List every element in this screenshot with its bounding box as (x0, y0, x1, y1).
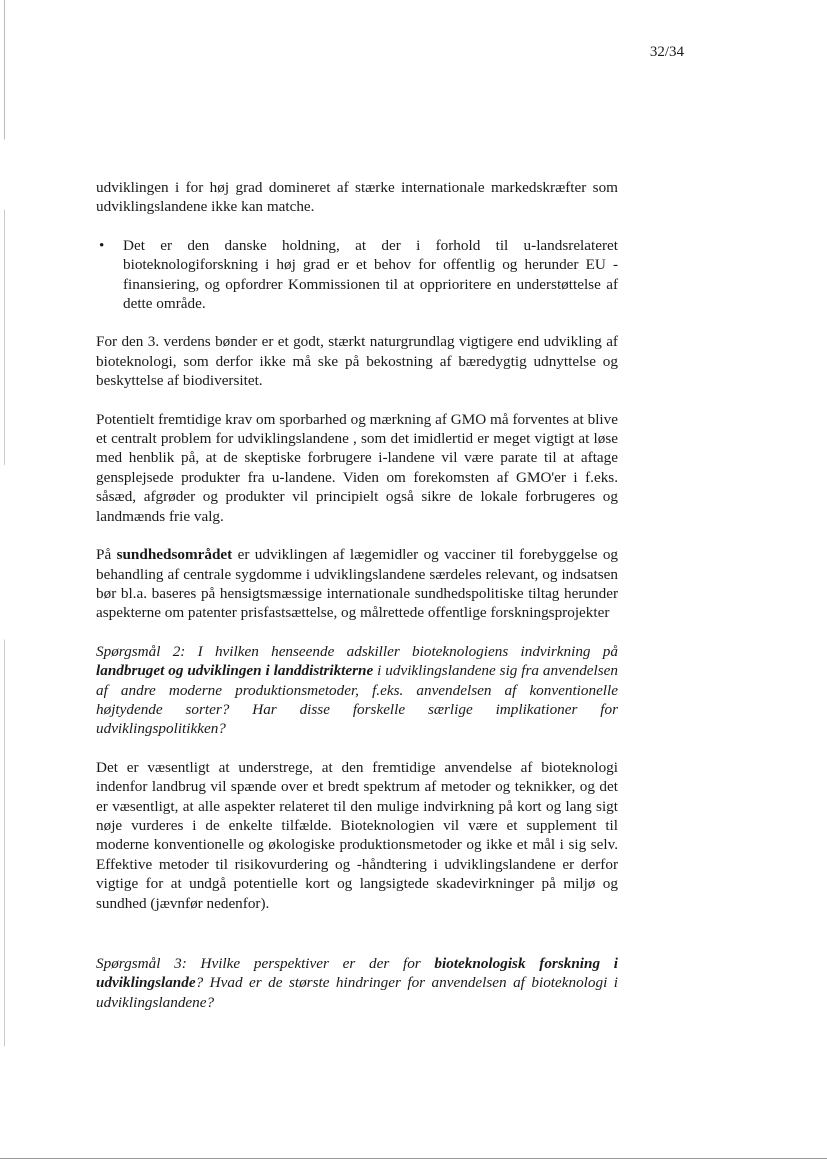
paragraph-health (96, 545, 618, 623)
scan-bottom-edge (0, 1158, 827, 1159)
page-number: 32/34 (649, 44, 684, 60)
question-2 (96, 642, 618, 739)
health-prefix: På (96, 546, 117, 564)
question-2-part2: i udviklingslandene sig fra anvendelsen af andre moderne produktionsmetoder, f.eks. anvendelsen af konventionelle højtydende sorter? Har disse forskelle særlige implikationer for udviklingspolitikken? (96, 662, 618, 738)
question-2-part1: Spørgsmål 2: I hvilken henseende adskiller bioteknologiens indvirkning på (96, 642, 618, 660)
health-bold-term: sundhedsområdet (116, 546, 233, 564)
question-3-part2: ? Hvad er de største hindringer for anvendelsen af bioteknologi i udviklingslandene? (96, 974, 618, 1011)
bullet-item (96, 236, 618, 314)
question-2-bold: landbruget og udviklingen i landdistrikterne (96, 662, 374, 680)
spacer (96, 932, 618, 954)
bullet-icon: • (99, 236, 105, 254)
paragraph-gmo: Potentielt fremtidige krav om sporbarhed og mærkning af GMO må forventes at blive et centralt problem for udviklingslandene , som det imidlertid er meget vigtigt at løse med henblik på, at de skeptiske forbrugere i-landene vil være parate til at aftage gensplejsede produkter fra u-landene. Viden om forekomsten af GMO'er i f.eks. såsæd, afgrøder og produkter vil principielt også sikre de lokale forbrugeres og landmænds frie valg. (96, 410, 618, 525)
paragraph-answer-2: Det er væsentligt at understrege, at den fremtidige anvendelse af bioteknologi indenfor landbrug vil spænde over et bredt spektrum af metoder og teknikker, og det er væsentligt, at alle aspekter relateret til den mulige indvirkning på kort og lang sigt nøje vurderes i de enkelte tilfælde. Bioteknologien vil være et supplement til moderne konventionelle og økologiske produktionsmetoder og ikke et mål i sig selv. Effektive metoder til risikovurdering og -håndtering i udviklingslandene er derfor vigtige for at undgå potentielle kort og langsigtede skadevirkninger på miljø og sundhed (jævnfør nedenfor). (96, 758, 618, 912)
paragraph-intro: udviklingen i for høj grad domineret af stærke internationale markedskræfter som udviklingslandene ikke kan matche. (96, 179, 618, 216)
question-3-bold: bioteknologisk forskning i udviklingslande (96, 955, 618, 992)
question-3 (96, 954, 618, 1012)
question-3-part1: Spørgsmål 3: Hvilke perspektiver er der for (96, 955, 435, 972)
paragraph-third-world: For den 3. verdens bønder er et godt, stærkt naturgrundlag vigtigere end udvikling af bioteknologi, som derfor ikke må ske på bekostning af bæredygtig udnyttelse og beskyttelse af biodiversitet. (96, 333, 618, 390)
health-rest: er udviklingen af lægemidler og vacciner til forebyggelse og behandling af centrale sygdomme i udviklingslandene særdeles relevant, og indsatsen bør bl.a. baseres på hensigtsmæssige internationale sundhedspolitiske tiltag herunder aspekterne om patenter prisfastsættelse, og målrettede offentlige forskningsprojekter (96, 546, 619, 622)
scan-left-edge (4, 0, 5, 1163)
bullet-text: Det er den danske holdning, at der i forhold til u-landsrelateret bioteknologiforskning i høj grad er et behov for offentlig og herunder EU - finansiering, og opfordrer Kommissionen til at opprioritere en understøttelse af dette område. (123, 236, 618, 313)
document-body (96, 178, 618, 1031)
